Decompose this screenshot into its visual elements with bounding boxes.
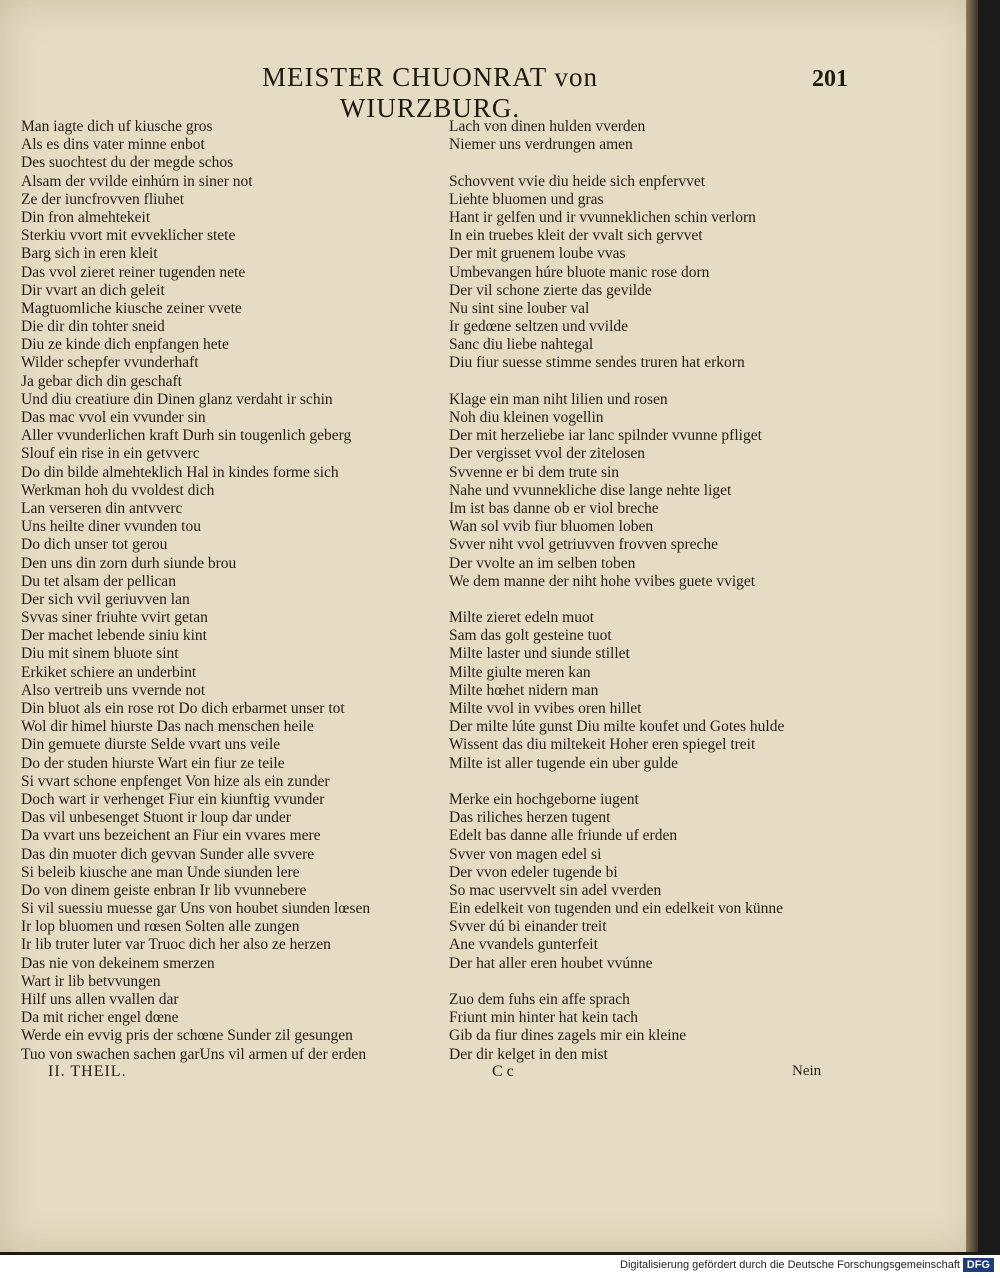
verse-line: Do der studen hiurste Wart ein fiur ze teile: [21, 754, 285, 772]
verse-line: Do din bilde almehteklich Hal in kindes forme sich: [21, 463, 339, 481]
signature-mark: II. THEIL.: [48, 1063, 127, 1080]
verse-line: Zuo dem fuhs ein affe sprach: [449, 991, 630, 1008]
verse-line: Lan verseren din antvverc: [21, 499, 183, 517]
verse-line: Und diu creatiure din Dinen glanz verdaht ir schin: [21, 390, 333, 408]
verse-line: Diu mit sinem bluote sint: [21, 645, 179, 663]
verse-line: Da mit richer engel dœne: [21, 1009, 179, 1027]
verse-line: Also vertreib uns vvernde not: [21, 681, 206, 699]
verse-line: Diu fiur suesse stimme sendes truren hat erkorn: [449, 354, 745, 372]
verse-line: Noh diu kleinen vogellin: [449, 409, 604, 426]
stanza-gap: [449, 154, 784, 172]
verse-line: Milte ist aller tugende ein uber gulde: [449, 754, 678, 772]
verse-line: Svvas siner friuhte vvirt getan: [21, 609, 208, 627]
verse-line: Die dir din tohter sneid: [21, 318, 165, 336]
verse-line: Svver niht vvol getriuvven frovven spreche: [449, 536, 719, 554]
credit-bar: [0, 1255, 1000, 1278]
verse-line: Der vvolte an im selben toben: [449, 554, 636, 572]
verse-line: Erkiket schiere an underbint: [21, 663, 197, 681]
verse-line: Barg sich in eren kleit: [21, 245, 158, 263]
verse-line: Ir lop bluomen und rœsen Solten alle zungen: [21, 918, 300, 936]
verse-line: Da vvart uns bezeichent an Fiur ein vvares mere: [21, 827, 321, 845]
verse-line: Wart ir lib betvvungen: [21, 972, 161, 990]
verse-line: Ir gedœne seltzen und vvilde: [449, 318, 629, 336]
verse-line: Ein edelkeit von tugenden und ein edelkeit von künne: [449, 900, 784, 918]
verse-line: Ze der iuncfrovven fliuhet: [21, 190, 185, 208]
verse-line: Man iagte dich uf kiusche gros: [21, 118, 213, 135]
verse-line: Svver von magen edel si: [449, 845, 602, 863]
running-header: MEISTER CHUONRAT von WIURZBURG.: [261, 62, 599, 123]
verse-line: Das din muoter dich gevvan Sunder alle svvere: [21, 845, 315, 863]
verse-line: Uns heilte diner vvunden tou: [21, 518, 201, 536]
verse-line: So mac uservvelt sin adel vverden: [449, 881, 662, 899]
verse-line: Si vvart schone enpfenget Von hize als ein zunder: [21, 772, 330, 790]
verse-line: Der hat aller eren houbet vvúnne: [449, 954, 653, 972]
verse-line: Wan sol vvib fiur bluomen loben: [449, 518, 654, 536]
verse-line: Liehte bluomen und gras: [449, 190, 604, 208]
verse-line: Slouf ein rise in ein getvverc: [21, 445, 200, 463]
verse-line: Friunt min hinter hat kein tach: [449, 1009, 638, 1027]
verse-line: Das nie von dekeinem smerzen: [21, 954, 215, 972]
stanza-gap: [449, 973, 784, 991]
verse-line: Nahe und vvunnekliche dise lange nehte liget: [449, 481, 732, 499]
verse-line: Niemer uns verdrungen amen: [449, 136, 633, 154]
verse-line: Hilf uns allen vvallen dar: [21, 991, 179, 1008]
verse-line: Hant ir gelfen und ir vvunneklichen schin verlorn: [449, 208, 756, 226]
verse-line: Das mac vvol ein vvunder sin: [21, 409, 206, 426]
verse-line: Ja gebar dich din geschaft: [21, 372, 182, 390]
verse-line: Das vil unbesenget Stuont ir loup dar under: [21, 809, 291, 827]
verse-line: Milte hœhet nidern man: [449, 681, 599, 699]
verse-line: Si vil suessiu muesse gar Uns von houbet siunden lœsen: [21, 900, 371, 918]
verse-line: Milte vvol in vvibes oren hillet: [449, 700, 642, 717]
verse-line: Der vil schone zierte das gevilde: [449, 281, 652, 299]
verse-line: Wol dir himel hiurste Das nach menschen heile: [21, 718, 314, 736]
right-column: [449, 118, 784, 1064]
verse-line: Schovvent vvie diu heide sich enpfervvet: [449, 172, 706, 190]
verse-line: Svvenne er bi dem trute sin: [449, 463, 620, 481]
verse-line: Der mit gruenem loube vvas: [449, 245, 626, 263]
verse-line: Magtuomliche kiusche zeiner vvete: [21, 299, 242, 317]
verse-line: Werkman hoh du vvoldest dich: [21, 481, 215, 499]
verse-line: Wissent das diu miltekeit Hoher eren spiegel treit: [449, 736, 756, 754]
verse-line: Din gemuete diurste Selde vvart uns veile: [21, 736, 281, 754]
verse-line: Ir lib truter luter var Truoc dich her also ze herzen: [21, 936, 331, 954]
verse-line: Lach von dinen hulden vverden: [449, 118, 646, 135]
verse-line: Den uns din zorn durh siunde brou: [21, 554, 237, 572]
catchword: Nein: [792, 1063, 822, 1079]
verse-line: Der sich vvil geriuvven lan: [21, 590, 190, 608]
verse-line: Doch wart ir verhenget Fiur ein kiunftig vvunder: [21, 790, 325, 808]
verse-line: Der vvon edeler tugende bi: [449, 863, 618, 881]
verse-line: Sterkiu vvort mit evveklicher stete: [21, 227, 236, 245]
verse-line: Der mit herzeliebe iar lanc spilnder vvunne pfliget: [449, 427, 762, 445]
verse-line: Sam das golt gesteine tuot: [449, 627, 612, 645]
verse-line: Tuo von swachen sachen garUns vil armen uf der erden: [21, 1045, 367, 1063]
verse-line: Werde ein evvig pris der schœne Sunder zil gesungen: [21, 1027, 353, 1045]
verse-line: Nu sint sine louber val: [449, 299, 590, 317]
stanza-gap: [449, 373, 784, 391]
verse-line: Alsam der vvilde einhúrn in siner not: [21, 172, 253, 190]
verse-line: Do von dinem geiste enbran Ir lib vvunnebere: [21, 881, 307, 899]
verse-line: Gib da fiur dines zagels mir ein kleine: [449, 1027, 687, 1045]
verse-line: Wilder schepfer vvunderhaft: [21, 354, 199, 372]
verse-line: Ane vvandels gunterfeit: [449, 936, 598, 954]
verse-line: Sanc diu liebe nahtegal: [449, 336, 594, 354]
dfg-logo: DFG: [963, 1258, 994, 1272]
verse-line: Als es dins vater minne enbot: [21, 136, 205, 154]
verse-line: Do dich unser tot gerou: [21, 536, 168, 554]
verse-line: Klage ein man niht lilien und rosen: [449, 390, 668, 408]
verse-line: Der vergisset vvol der zitelosen: [449, 445, 645, 463]
verse-line: We dem manne der niht hohe vvibes guete vviget: [449, 572, 756, 590]
verse-line: Der machet lebende siniu kint: [21, 627, 207, 645]
verse-line: Merke ein hochgeborne iugent: [449, 790, 639, 808]
verse-line: Din bluot als ein rose rot Do dich erbarmet unser tot: [21, 700, 345, 717]
left-column: [21, 118, 370, 1064]
verse-line: Aller vvunderlichen kraft Durh sin tougenlich geberg: [21, 427, 352, 445]
page-edge: [966, 0, 978, 1252]
credit-text: Digitalisierung gefördert durch die Deutsche Forschungsgemeinschaft: [620, 1259, 960, 1271]
verse-line: In ein truebes kleit der vvalt sich gervvet: [449, 227, 703, 245]
verse-line: Das riliches herzen tugent: [449, 809, 611, 827]
verse-line: Diu ze kinde dich enpfangen hete: [21, 336, 229, 354]
verse-line: Svver dú bi einander treit: [449, 918, 607, 936]
verse-line: Milte zieret edeln muot: [449, 609, 595, 627]
verse-line: Du tet alsam der pellican: [21, 572, 176, 590]
verse-line: Milte giulte meren kan: [449, 663, 591, 681]
verse-line: Im ist bas danne ob er viol breche: [449, 499, 659, 517]
verse-line: Des suochtest du der megde schos: [21, 154, 234, 172]
verse-line: Umbevangen húre bluote manic rose dorn: [449, 263, 710, 281]
verse-line: Din fron almehtekeit: [21, 208, 151, 226]
stanza-gap: [449, 591, 784, 609]
verse-line: Der milte lúte gunst Diu milte koufet und Gotes hulde: [449, 718, 785, 736]
verse-line: Das vvol zieret reiner tugenden nete: [21, 263, 246, 281]
verse-line: Edelt bas danne alle friunde uf erden: [449, 827, 678, 845]
verse-line: Si beleib kiusche ane man Unde siunden lere: [21, 863, 300, 881]
page-number: 201: [812, 66, 848, 92]
stanza-gap: [449, 773, 784, 791]
verse-line: Dir vvart an dich geleit: [21, 281, 165, 299]
verse-line: Der dir kelget in den mist: [449, 1045, 608, 1063]
sheet-mark: C c: [492, 1063, 514, 1080]
verse-line: Milte laster und siunde stillet: [449, 645, 630, 663]
